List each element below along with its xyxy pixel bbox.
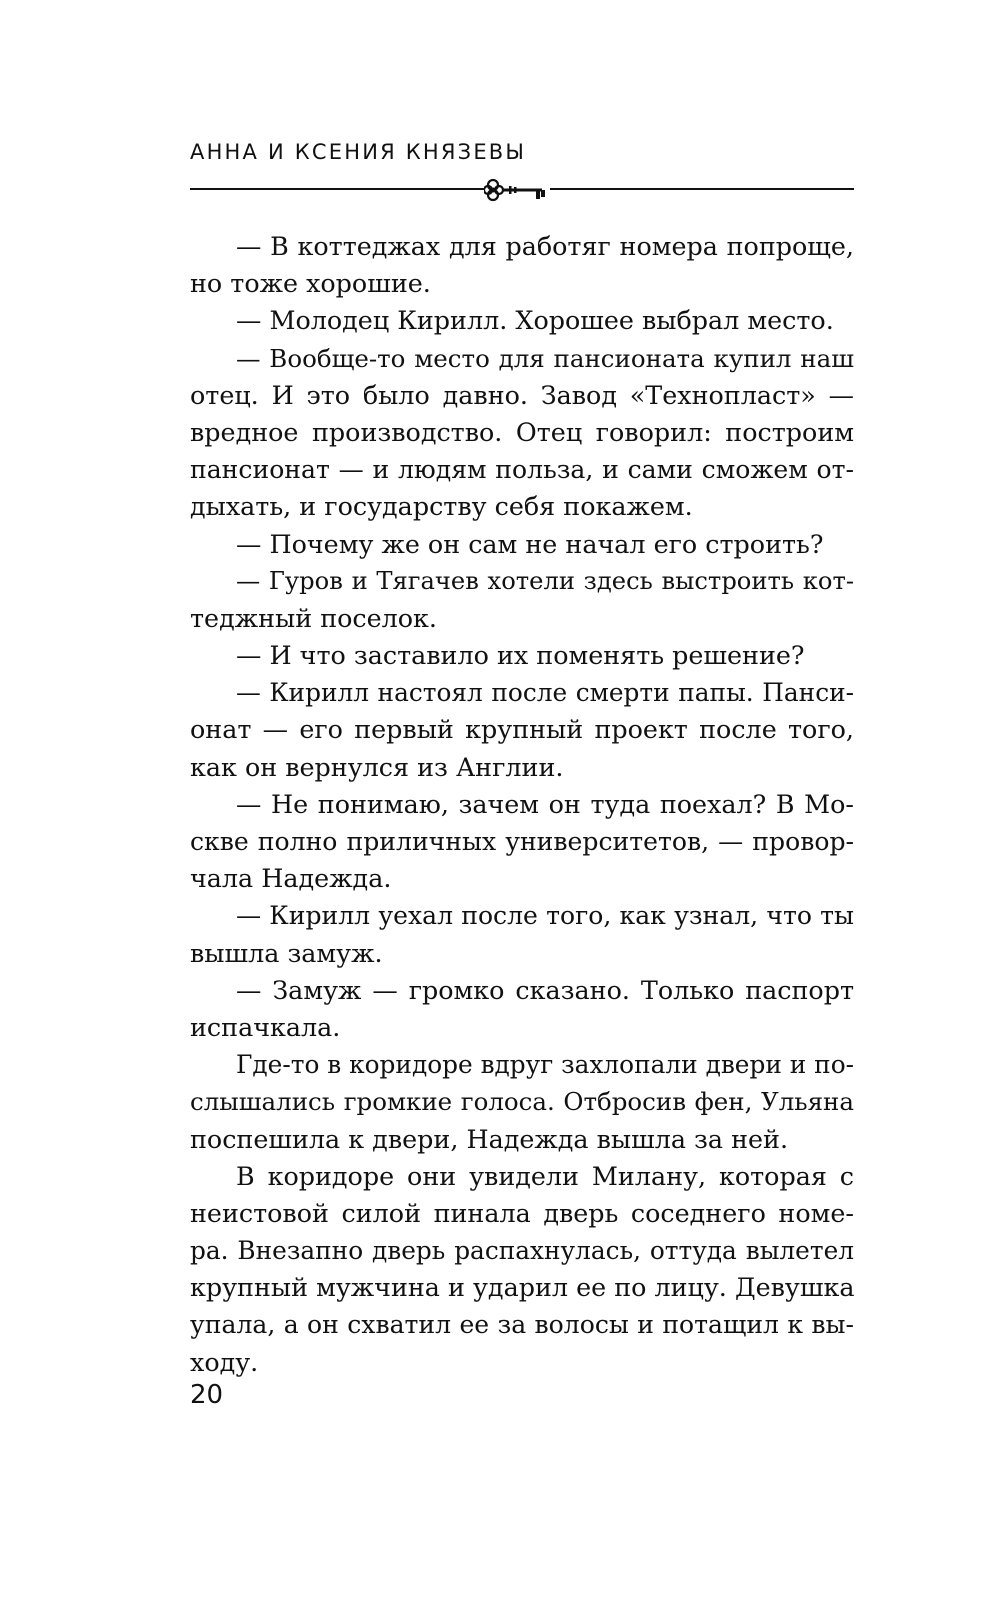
text-line: — И что заставило их поменять решение? [236,640,805,671]
text-line: ра. Внезапно дверь распахнулась, оттуда вылетел [190,1236,854,1266]
text-line: — Гуров и Тягачев хотели здесь выстроить кот- [236,566,854,595]
text-line: вредное производство. Отец говорил: построим [190,416,854,447]
text-line: — Вообще-то место для пансионата купил наш [236,343,854,373]
text-line: слышались громкие голоса. Отбросив фен, Ульяна [190,1087,854,1117]
text-line: но тоже хорошие. [190,268,431,299]
text-line: дыхать, и государству себя покажем. [190,491,693,522]
text-line: — Кирилл настоял после смерти папы. Панси- [236,678,854,708]
text-line: ходу. [190,1346,259,1377]
body-text [190,228,854,1381]
text-line: неистовой силой пинала дверь соседнего номе- [190,1197,854,1228]
text-line: — Почему же он сам не начал его строить? [236,528,824,559]
text-line: — Не понимаю, зачем он туда поехал? В Мо- [236,788,854,819]
text-line: отец. И это было давно. Завод «Технопласт» — [190,379,854,410]
text-line: онат — его первый крупный проект после того, [190,714,854,745]
text-line: упала, а он схватил ее за волосы и потащил к вы- [190,1310,854,1340]
text-line: — Молодец Кирилл. Хорошее выбрал место. [236,305,834,336]
text-line: Где-то в коридоре вдруг захлопали двери и по- [236,1050,855,1080]
running-header-author: АННА И КСЕНИЯ КНЯЗЕВЫ [190,140,527,164]
text-line: пансионат — и людям польза, и сами сможем от- [190,455,854,485]
text-line: чала Надежда. [190,863,392,894]
text-line: — В коттеджах для работяг номера попроще, [236,231,854,261]
text-line: крупный мужчина и ударил ее по лицу. Девушка [190,1272,855,1303]
text-line: теджный поселок. [190,602,438,633]
text-line: поспешила к двери, Надежда вышла за ней. [190,1123,789,1154]
text-line: скве полно приличных университетов, — провор- [190,827,854,856]
text-line: В коридоре они увидели Милану, которая с [236,1160,854,1191]
text-line: — Замуж — громко сказано. Только паспорт [236,974,854,1005]
key-icon [484,174,550,204]
page-number: 20 [190,1380,224,1410]
text-line: вышла замуж. [190,937,383,968]
text-line: испачкала. [190,1011,341,1042]
text-line: — Кирилл уехал после того, как узнал, что ты [236,901,854,931]
text-line: как он вернулся из Англии. [190,751,564,782]
